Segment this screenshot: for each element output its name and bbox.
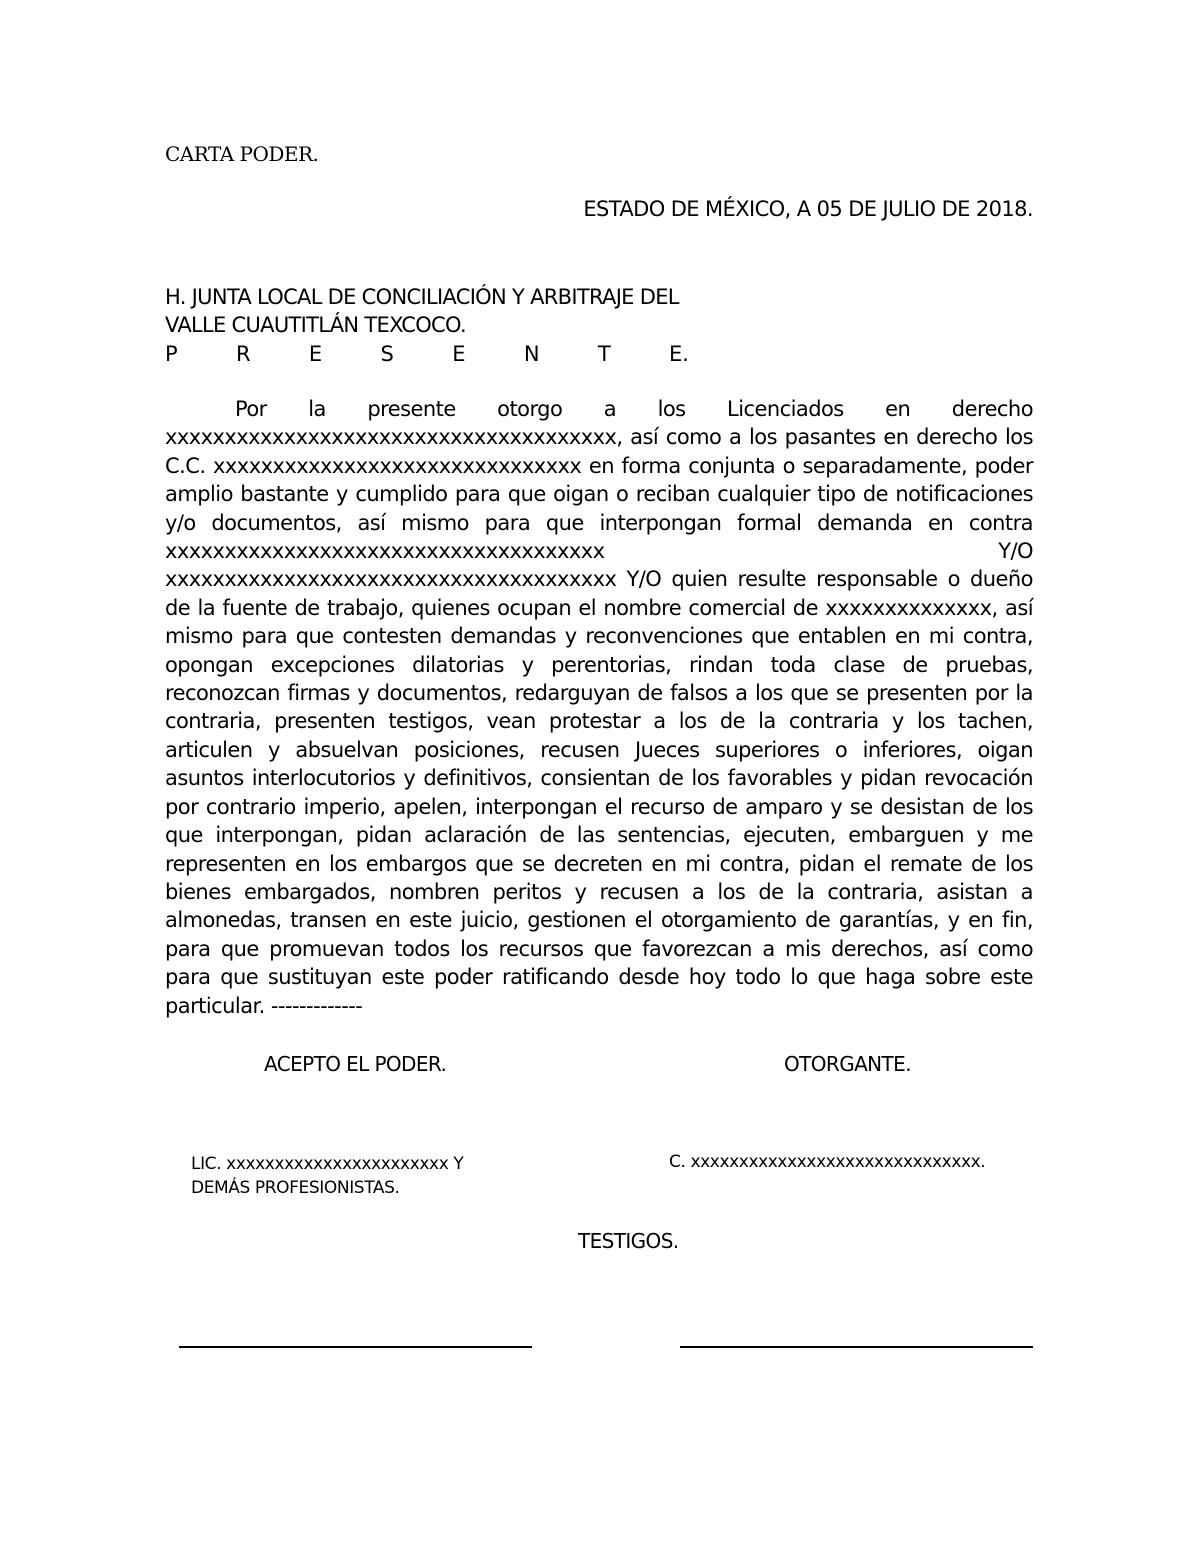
presente-letter: N xyxy=(523,342,540,366)
otorgante-name: C. xxxxxxxxxxxxxxxxxxxxxxxxxxxxxx. xyxy=(669,1152,986,1172)
addressee-block xyxy=(165,283,679,339)
presente-letter: P xyxy=(165,342,178,366)
presente-letter: E xyxy=(452,342,466,366)
date-line: ESTADO DE MÉXICO, A 05 DE JULIO DE 2018. xyxy=(583,197,1033,221)
witness-signature-line-left xyxy=(179,1346,532,1348)
presente-letter: S xyxy=(380,342,394,366)
body-paragraph: Por la presente otorgo a los Licenciados en derecho xxxxxxxxxxxxxxxxxxxxxxxxxxxxxxxxxxxxxx, así como a los pasantes en derecho los C.C. xxxxxxxxxxxxxxxxxxxxxxxxxxxxxxx en forma conjunta o separadamente, poder amplio bastante y cumplido para que oigan o reciban cualquier tipo de notificaciones y/o documentos, así mismo para que interpongan formal demanda en contra xxxxxxxxxxxxxxxxxxxxxxxxxxxxxxxxxxxxx Y/O xxxxxxxxxxxxxxxxxxxxxxxxxxxxxxxxxxxxxx Y/O quien resulte responsable o dueño de la fuente de trabajo, quienes ocupan el nombre comercial de xxxxxxxxxxxxxx, así mismo para que contesten demandas y reconvenciones que entablen en mi contra, opongan excepciones dilatorias y perentorias, rindan toda clase de pruebas, reconozcan firmas y documentos, redarguyan de falsos a los que se presenten por la contraria, presenten testigos, vean protestar a los de la contraria y los tachen, articulen y absuelvan posiciones, recusen Jueces superiores o inferiores, oigan asuntos interlocutorios y definitivos, consientan de los favorables y pidan revocación por contrario imperio, apelen, interpongan el recurso de amparo y se desistan de los que interpongan, pidan aclaración de las sentencias, ejecuten, embarguen y me representen en los embargos que se decreten en mi contra, pidan el remate de los bienes embargados, nombren peritos y recusen a los de la contraria, asistan a almonedas, transen en este juicio, gestionen el otorgamiento de garantías, y en fin, para que promuevan todos los recursos que favorezcan a mis derechos, así como para que sustituyan este poder ratificando desde hoy todo lo que haga sobre este particular. ------------- xyxy=(165,397,1033,1018)
lic-signature-block xyxy=(191,1152,463,1200)
lic-line-2: DEMÁS PROFESIONISTAS. xyxy=(191,1178,400,1198)
lic-line-1: LIC. xxxxxxxxxxxxxxxxxxxxxxx Y xyxy=(191,1154,464,1174)
addressee-line-2: VALLE CUAUTITLÁN TEXCOCO. xyxy=(165,313,466,337)
document-title: CARTA PODER. xyxy=(165,142,319,166)
addressee-line-1: H. JUNTA LOCAL DE CONCILIACIÓN Y ARBITRAJE DEL xyxy=(165,285,679,309)
witness-signature-line-right xyxy=(680,1346,1033,1348)
acepto-label: ACEPTO EL PODER. xyxy=(264,1052,447,1076)
presente-line xyxy=(165,340,689,368)
otorgante-label: OTORGANTE. xyxy=(784,1052,911,1076)
presente-letter: E xyxy=(308,342,323,366)
presente-letter: R xyxy=(236,342,251,366)
presente-letter: E. xyxy=(669,342,689,366)
testigos-label: TESTIGOS. xyxy=(578,1229,679,1253)
presente-letter: T xyxy=(597,342,611,366)
